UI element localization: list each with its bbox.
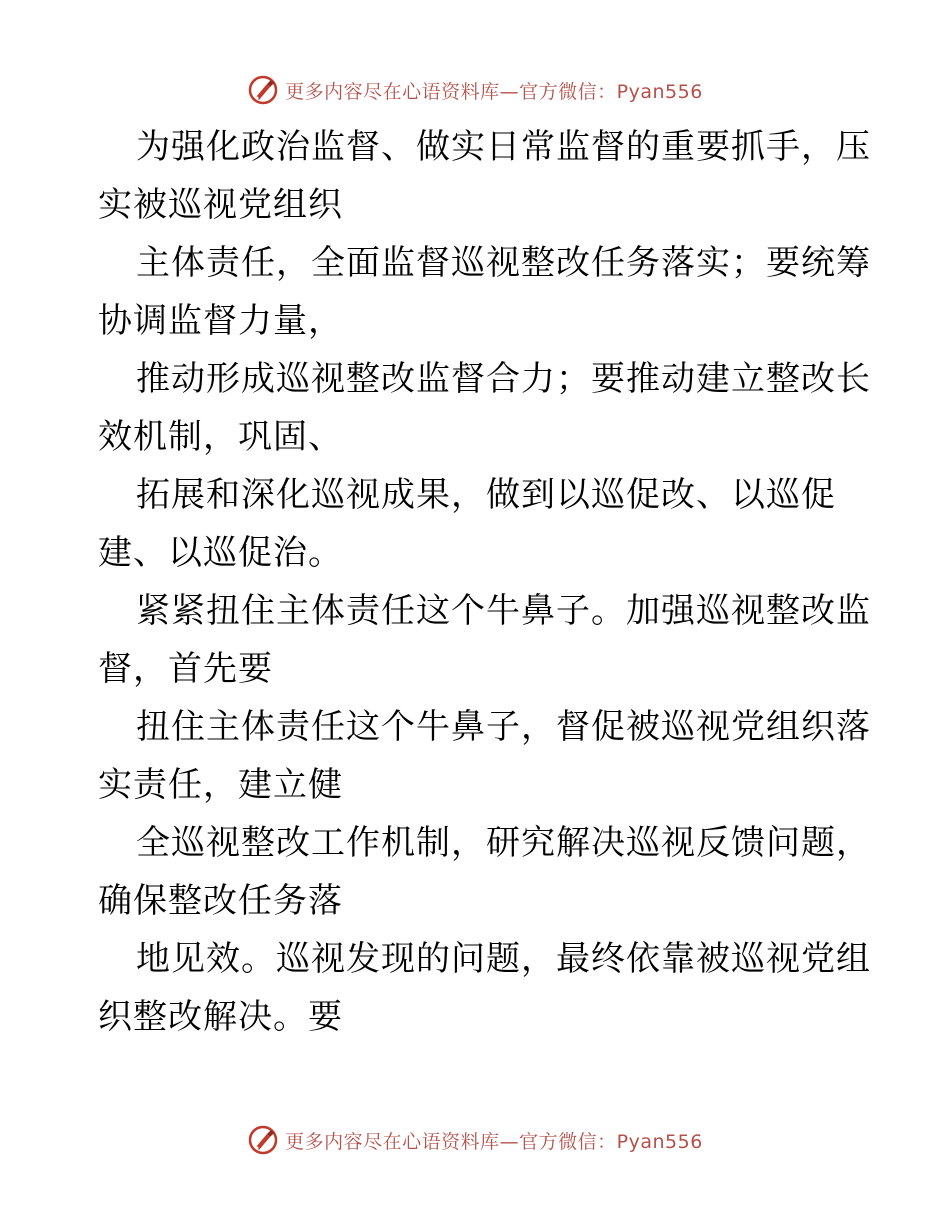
text-line: 实被巡视党组织 (98, 185, 343, 225)
text-line: 扭住主体责任这个牛鼻子，督促被巡视党组织落 (136, 707, 871, 747)
footer-banner (0, 1120, 950, 1160)
pen-logo-icon (247, 1124, 279, 1156)
document-body (98, 118, 871, 1046)
pen-logo-icon (247, 74, 279, 106)
text-line: 主体责任，全面监督巡视整改任务落实；要统筹 (136, 243, 871, 283)
text-line: 督，首先要 (98, 649, 273, 689)
text-line: 效机制，巩固、 (98, 417, 343, 457)
text-line: 拓展和深化巡视成果，做到以巡促改、以巡促 (136, 475, 836, 515)
text-line: 实责任，建立健 (98, 765, 343, 805)
text-line: 推动形成巡视整改监督合力；要推动建立整改长 (136, 359, 871, 399)
text-line: 为强化政治监督、做实日常监督的重要抓手，压 (136, 127, 871, 167)
footer-banner-text: 更多内容尽在心语资料库—官方微信：Pyan556 (285, 1130, 703, 1153)
text-line: 建、以巡促治。 (98, 533, 343, 573)
text-line: 紧紧扭住主体责任这个牛鼻子。加强巡视整改监 (136, 591, 871, 631)
text-line: 确保整改任务落 (98, 881, 343, 921)
text-line: 全巡视整改工作机制，研究解决巡视反馈问题， (136, 823, 871, 863)
text-line: 织整改解决。要 (98, 997, 343, 1037)
header-banner-text: 更多内容尽在心语资料库—官方微信：Pyan556 (285, 80, 703, 103)
text-line: 地见效。巡视发现的问题，最终依靠被巡视党组 (136, 939, 871, 979)
header-banner (0, 70, 950, 110)
text-line: 协调监督力量， (98, 301, 343, 341)
